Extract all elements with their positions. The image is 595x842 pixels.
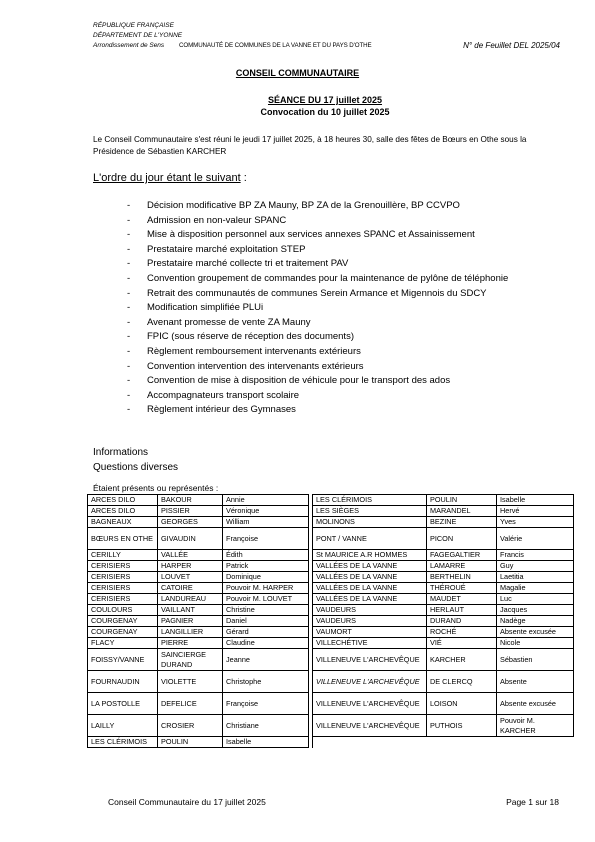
table-row: [88, 693, 574, 715]
table-row: [88, 715, 574, 737]
table-row: [88, 605, 574, 616]
commune-cell: LA POSTOLLE: [88, 693, 158, 715]
agenda-item: - Décision modificative BP ZA Mauny, BP ZA de la Grenouillère, BP CCVPO: [127, 199, 547, 214]
presents-table: [87, 494, 574, 748]
nom-cell: MAUDET: [427, 594, 497, 605]
agenda-item: - FPIC (sous réserve de réception des documents): [127, 330, 547, 345]
commune-cell: LAILLY: [88, 715, 158, 737]
table-row: [88, 583, 574, 594]
table-row: [88, 627, 574, 638]
nom-cell: LOUVET: [158, 572, 223, 583]
prenom-cell: Nadège: [497, 616, 574, 627]
commune-cell: VALLÉES DE LA VANNE: [313, 561, 427, 572]
nom-cell: BAKOUR: [158, 495, 223, 506]
prenom-cell: Pouvoir M. KARCHER: [497, 715, 574, 737]
commune-cell: LES CLÉRIMOIS: [313, 495, 427, 506]
commune-cell: VAUMORT: [313, 627, 427, 638]
commune-cell: CERILLY: [88, 550, 158, 561]
agenda-item: - Convention groupement de commandes pour la maintenance de pylône de téléphonie: [127, 272, 547, 287]
footer-page: Page 1 sur 18: [506, 797, 559, 807]
agenda-item: - Retrait des communautés de communes Serein Armance et Migennois du SDCY: [127, 287, 547, 302]
prenom-cell: Isabelle: [497, 495, 574, 506]
prenom-cell: Jeanne: [223, 649, 309, 671]
table-row: [88, 737, 574, 748]
informations-label: Informations: [93, 447, 149, 458]
agenda-item: - Règlement intérieur des Gymnases: [127, 403, 547, 418]
prenom-cell: Yves: [497, 517, 574, 528]
commune-cell: St MAURICE A.R HOMMES: [313, 550, 427, 561]
nom-cell: LANGILLIER: [158, 627, 223, 638]
nom-cell: VIÉ: [427, 638, 497, 649]
presents-label: Étaient présents ou représentés :: [93, 483, 219, 493]
nom-cell: DEFELICE: [158, 693, 223, 715]
prenom-cell: Isabelle: [223, 737, 309, 748]
prenom-cell: Jacques: [497, 605, 574, 616]
commune-cell: MOLINONS: [313, 517, 427, 528]
presents-table-body: [88, 495, 574, 748]
prenom-cell: Francis: [497, 550, 574, 561]
agenda-item: - Modification simplifiée PLUi: [127, 301, 547, 316]
nom-cell: POULIN: [427, 495, 497, 506]
prenom-cell: Hervé: [497, 506, 574, 517]
agenda-item: - Mise à disposition personnel aux services annexes SPANC et Assainissement: [127, 228, 547, 243]
table-row: [88, 495, 574, 506]
commune-cell: VAUDEURS: [313, 616, 427, 627]
nom-cell: DE CLERCQ: [427, 671, 497, 693]
table-row: [88, 517, 574, 528]
nom-cell: ROCHÉ: [427, 627, 497, 638]
prenom-cell: Édith: [223, 550, 309, 561]
commune-cell: FLACY: [88, 638, 158, 649]
prenom-cell: Claudine: [223, 638, 309, 649]
nom-cell: PIERRE: [158, 638, 223, 649]
commune-cell: COURGENAY: [88, 627, 158, 638]
prenom-cell: Gérard: [223, 627, 309, 638]
prenom-cell: Daniel: [223, 616, 309, 627]
commune-cell: VILLENEUVE L'ARCHEVÊQUE: [313, 693, 427, 715]
commune-cell: VAUDEURS: [313, 605, 427, 616]
commune-cell: VALLÉES DE LA VANNE: [313, 572, 427, 583]
table-row: [88, 506, 574, 517]
commune-cell: VILLENEUVE L'ARCHEVÊQUE: [313, 671, 427, 693]
commune-cell: VALLÉES DE LA VANNE: [313, 594, 427, 605]
nom-cell: LOISON: [427, 693, 497, 715]
nom-cell: HARPER: [158, 561, 223, 572]
table-row: [88, 649, 574, 671]
nom-cell: PICON: [427, 528, 497, 550]
ordre-heading-text: L'ordre du jour étant le suivant: [93, 172, 241, 184]
commune-cell: VILLECHÉTIVE: [313, 638, 427, 649]
header-republique: RÉPUBLIQUE FRANÇAISE: [93, 22, 174, 29]
prenom-cell: Nicole: [497, 638, 574, 649]
footer-title: Conseil Communautaire du 17 juillet 2025: [108, 797, 266, 807]
prenom-cell: [497, 737, 574, 748]
title-seance: SÉANCE DU 17 juillet 2025: [267, 95, 383, 105]
prenom-cell: Guy: [497, 561, 574, 572]
prenom-cell: Christine: [223, 605, 309, 616]
commune-cell: ARCES DILO: [88, 506, 158, 517]
agenda-item: - Prestataire marché exploitation STEP: [127, 243, 547, 258]
prenom-cell: Françoise: [223, 528, 309, 550]
prenom-cell: Christophe: [223, 671, 309, 693]
agenda-item: - Convention de mise à disposition de véhicule pour le transport des ados: [127, 374, 547, 389]
commune-cell: CERISIERS: [88, 594, 158, 605]
nom-cell: GIVAUDIN: [158, 528, 223, 550]
nom-cell: PUTHOIS: [427, 715, 497, 737]
questions-label: Questions diverses: [93, 462, 179, 473]
commune-cell: ARCES DILO: [88, 495, 158, 506]
nom-cell: THÉROUÉ: [427, 583, 497, 594]
nom-cell: VIOLETTE: [158, 671, 223, 693]
header-communaute: COMMUNAUTÉ DE COMMUNES DE LA VANNE ET DU PAYS D'OTHE: [179, 42, 372, 49]
table-row: [88, 572, 574, 583]
nom-cell: BEZINE: [427, 517, 497, 528]
commune-cell: LES CLÉRIMOIS: [88, 737, 158, 748]
prenom-cell: Laetitia: [497, 572, 574, 583]
table-row: [88, 671, 574, 693]
nom-cell: VALLÉE: [158, 550, 223, 561]
header-departement: DÉPARTEMENT DE L'YONNE: [93, 32, 183, 39]
commune-cell: FOURNAUDIN: [88, 671, 158, 693]
commune-cell: COULOURS: [88, 605, 158, 616]
nom-cell: [427, 737, 497, 748]
table-row: [88, 550, 574, 561]
prenom-cell: Annie: [223, 495, 309, 506]
ordre-heading-colon: :: [240, 172, 247, 184]
table-row: [88, 528, 574, 550]
title-convocation: Convocation du 10 juillet 2025: [260, 107, 390, 117]
nom-cell: PISSIER: [158, 506, 223, 517]
commune-cell: LES SIÈGES: [313, 506, 427, 517]
nom-cell: LAMARRE: [427, 561, 497, 572]
prenom-cell: Valérie: [497, 528, 574, 550]
prenom-cell: Pouvoir M. HARPER: [223, 583, 309, 594]
agenda-item: - Prestataire marché collecte tri et traitement PAV: [127, 257, 547, 272]
nom-cell: KARCHER: [427, 649, 497, 671]
agenda-item: - Admission en non-valeur SPANC: [127, 214, 547, 229]
prenom-cell: Christiane: [223, 715, 309, 737]
prenom-cell: Magalie: [497, 583, 574, 594]
nom-cell: GEORGES: [158, 517, 223, 528]
prenom-cell: Absente excusée: [497, 693, 574, 715]
prenom-cell: Absente excusée: [497, 627, 574, 638]
commune-cell: [313, 737, 427, 748]
nom-cell: FAGEGALTIER: [427, 550, 497, 561]
commune-cell: BAGNEAUX: [88, 517, 158, 528]
commune-cell: VILLENEUVE L'ARCHEVÊQUE: [313, 715, 427, 737]
agenda-item: - Accompagnateurs transport scolaire: [127, 389, 547, 404]
commune-cell: COURGENAY: [88, 616, 158, 627]
commune-cell: CERISIERS: [88, 583, 158, 594]
nom-cell: CATOIRE: [158, 583, 223, 594]
commune-cell: PONT / VANNE: [313, 528, 427, 550]
commune-cell: VALLÉES DE LA VANNE: [313, 583, 427, 594]
table-row: [88, 616, 574, 627]
ordre-heading: [93, 172, 247, 184]
commune-cell: VILLENEUVE L'ARCHEVÊQUE: [313, 649, 427, 671]
table-row: [88, 638, 574, 649]
prenom-cell: Sébastien: [497, 649, 574, 671]
nom-cell: CROSIER: [158, 715, 223, 737]
nom-cell: SAINCIERGE DURAND: [158, 649, 223, 671]
commune-cell: FOISSY/VANNE: [88, 649, 158, 671]
prenom-cell: Luc: [497, 594, 574, 605]
nom-cell: POULIN: [158, 737, 223, 748]
agenda-item: - Convention intervention des intervenants extérieurs: [127, 360, 547, 375]
table-row: [88, 561, 574, 572]
agenda-list: [127, 199, 547, 418]
nom-cell: HERLAUT: [427, 605, 497, 616]
prenom-cell: William: [223, 517, 309, 528]
commune-cell: CERISIERS: [88, 572, 158, 583]
nom-cell: MARANDEL: [427, 506, 497, 517]
commune-cell: BŒURS EN OTHE: [88, 528, 158, 550]
agenda-item: - Règlement remboursement intervenants extérieurs: [127, 345, 547, 360]
prenom-cell: Pouvoir M. LOUVET: [223, 594, 309, 605]
header-arrondissement: Arrondissement de Sens: [93, 42, 165, 49]
nom-cell: VAILLANT: [158, 605, 223, 616]
prenom-cell: Véronique: [223, 506, 309, 517]
prenom-cell: Absente: [497, 671, 574, 693]
intro-paragraph: Le Conseil Communautaire s'est réuni le jeudi 17 juillet 2025, à 18 heures 30, salle des fêtes de Bœurs en Othe sous la Présidence de Sébastien KARCHER: [93, 135, 527, 156]
nom-cell: DURAND: [427, 616, 497, 627]
commune-cell: CERISIERS: [88, 561, 158, 572]
prenom-cell: Patrick: [223, 561, 309, 572]
agenda-item: - Avenant promesse de vente ZA Mauny: [127, 316, 547, 331]
table-row: [88, 594, 574, 605]
header-feuillet: N° de Feuillet DEL 2025/04: [463, 41, 560, 50]
prenom-cell: Françoise: [223, 693, 309, 715]
nom-cell: PAGNIER: [158, 616, 223, 627]
title-conseil: CONSEIL COMMUNAUTAIRE: [235, 68, 360, 78]
nom-cell: LANDUREAU: [158, 594, 223, 605]
nom-cell: BERTHELIN: [427, 572, 497, 583]
prenom-cell: Dominique: [223, 572, 309, 583]
